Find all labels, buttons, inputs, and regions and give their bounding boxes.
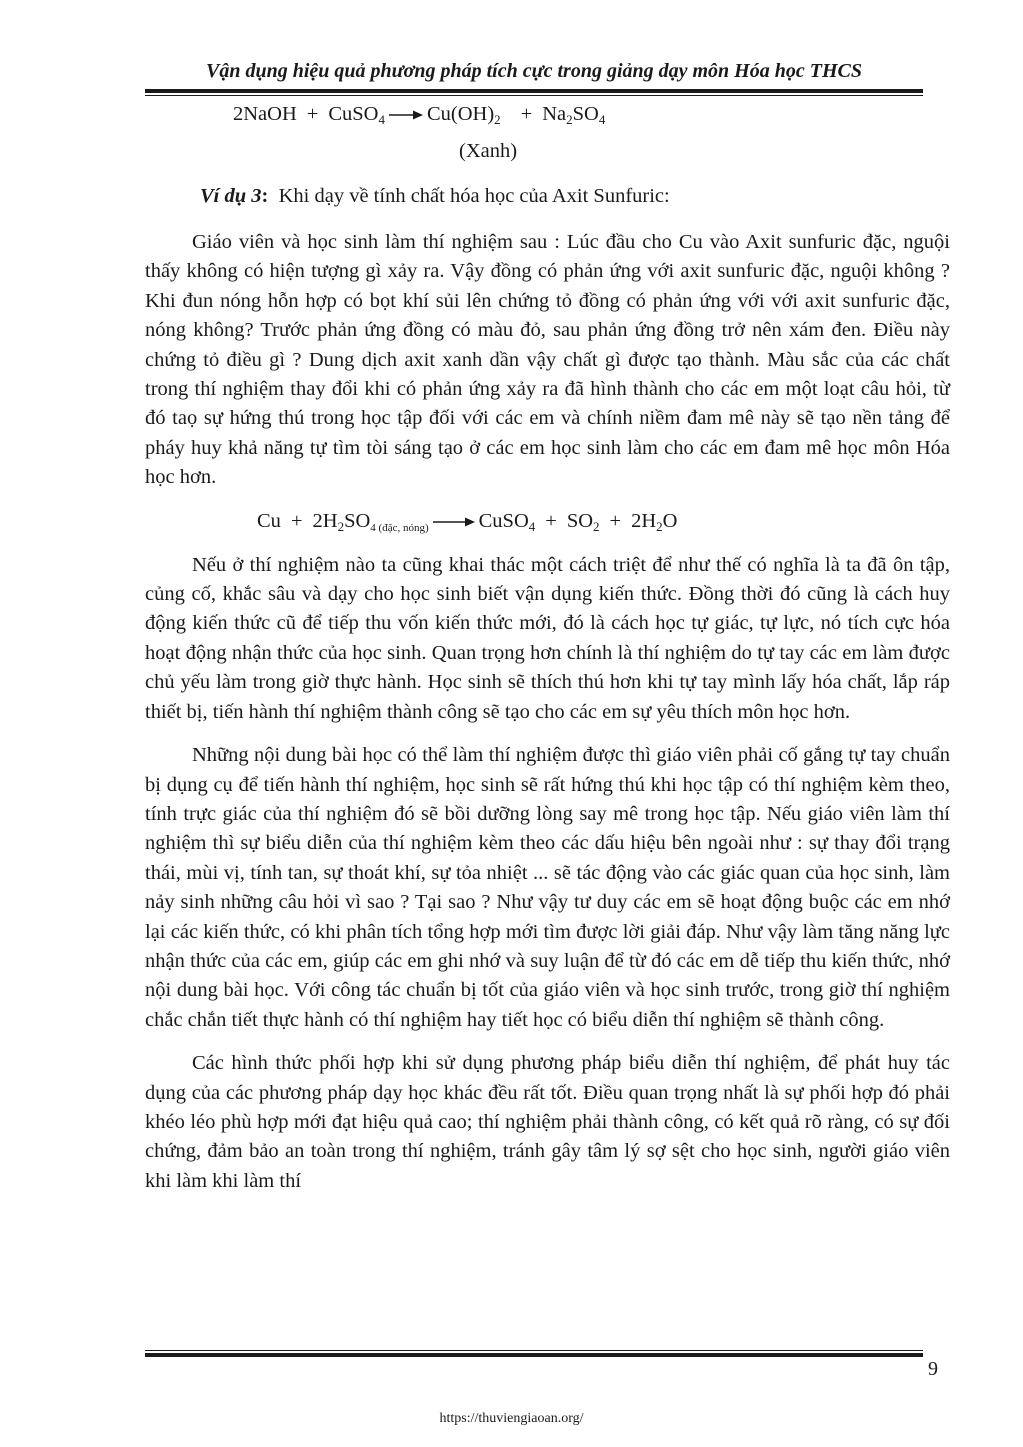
reaction-arrow-icon	[432, 516, 476, 528]
header-divider	[145, 89, 923, 96]
footer-url-link[interactable]: https://thuviengiaoan.org/	[439, 1411, 584, 1426]
eq1-color-note: (Xanh)	[459, 140, 518, 162]
equation-naoh-cuso4	[233, 98, 950, 130]
eq2-plus-3: +	[609, 509, 622, 532]
eq2-plus: +	[290, 509, 303, 532]
eq1-reactant-naoh: 2NaOH	[233, 103, 297, 125]
eq2-product-h2o: $2H_2O$	[631, 509, 678, 534]
example-3-text: Khi dạy về tính chất hóa học của Axit Sunfuric:	[278, 185, 670, 207]
footer-divider-thin	[145, 1350, 923, 1351]
paragraph-teacher-preparation: Những nội dung bài học có thể làm thí nghiệm được thì giáo viên phải cố gắng tự tay chuẩn bị dụng cụ để tiến hành thí nghiệm, học sinh sẽ rất hứng thú khi học tập có thí nghiệm kèm theo, tính trực giác của thí nghiệm đó sẽ bồi dưỡng lòng say mê trong học tập. Nếu giáo viên làm thí nghiệm thì sự biểu diễn của thí nghiệm kèm theo các dấu hiệu bên ngoài như : sự thay đổi trạng thái, mùi vị, tính tan, sự thoát khí, sự tỏa nhiệt ... sẽ tác động vào các giác quan của học sinh, làm nảy sinh những câu hỏi vì sao ? Tại sao ? Như vậy tư duy các em sẽ hoạt động buộc các em nhớ lại các kiến thức, có khi phân tích tổng hợp mới tìm được lời giải đáp. Như vậy làm tăng năng lực nhận thức của các em, giúp các em ghi nhớ và suy luận để từ đó các em dễ tiếp thu kiến thức, nhớ nội dung bài học. Với công tác chuẩn bị tốt của giáo viên và học sinh trước, trong giờ thí nghiệm chắc chắn tiết thực hành có thí nghiệm hay tiết học có biểu diễn thí nghiệm sẽ thành công.	[145, 744, 950, 1031]
eq2-reactant-cu: Cu	[257, 509, 281, 532]
example-3-label: Ví dụ 3	[200, 185, 262, 207]
page-header-title: Vận dụng hiệu quả phương pháp tích cực trong giảng dạy môn Hóa học THCS	[206, 60, 862, 82]
eq2-plus-2: +	[545, 509, 557, 532]
footer-divider	[145, 1350, 923, 1357]
eq1-reactant-cuso4: CuSO$_4$	[328, 103, 385, 127]
eq2-product-so2: $SO_2$	[566, 509, 600, 534]
paragraph-experiment-cu-h2so4: Giáo viên và học sinh làm thí nghiệm sau : Lúc đầu cho Cu vào Axit sunfuric đặc, nguội thấy không có hiện tượng gì xảy ra. Vậy đồng có phản ứng với axit sunfuric đặc, nguội không ? Khi đun nóng hỗn hợp có bọt khí sủi lên chứng tỏ đồng có phản ứng với với axit sunfuric đặc, nóng không? Trước phản ứng đồng có màu đỏ, sau phản ứng đồng trở nên xám đen. Điều này chứng tỏ điều gì ? Dung dịch axit xanh dần vậy chất gì được tạo thành. Màu sắc của các chất trong thí nghiệm thay đổi khi có phản ứng xảy ra đã hình thành cho các em một loạt câu hỏi, từ đó taọ sự hứng thú trong học tập đối với các em và chính niềm đam mê này sẽ tạo nền tảng để pháy huy khả năng tự tìm tòi sáng tạo ở các em học sinh làm cho các em đam mê học môn Hóa học hơn.	[145, 231, 950, 489]
paragraph-combined-methods: Các hình thức phối hợp khi sử dụng phương pháp biểu diễn thí nghiệm, để phát huy tác dụng của các phương pháp dạy học khác đều rất tốt. Điều quan trọng nhất là sự phối hợp đó phải khéo léo phù hợp mới đạt hiệu quả cao; thí nghiệm phải thành công, có kết quả rõ ràng, có sự đối chứng, đảm bảo an toàn trong thí nghiệm, tránh gây tâm lý sợ sệt cho học sinh, người giáo viên khi làm khi làm thí	[145, 1052, 950, 1192]
page-number: 9	[928, 1358, 938, 1380]
eq2-reactant-h2so4: $2H_2SO_{4 (đặc, nóng)}$	[312, 509, 429, 534]
eq2-product-cuso4: CuSO$_4$	[478, 509, 536, 534]
document-body	[145, 98, 950, 1196]
reaction-arrow-icon	[388, 109, 424, 121]
equation-cu-h2so4	[257, 505, 950, 537]
eq1-product-cuoh2: $Cu(OH)_2$	[426, 103, 501, 127]
paragraph-knowledge-application: Nếu ở thí nghiệm nào ta cũng khai thác một cách triệt để như thế có nghĩa là ta đã ôn tập, củng cố, khắc sâu và dạy cho học sinh biết vận dụng kiến thức. Đồng thời đó cũng là cách huy động kiến thức cũ để tiếp thu vốn kiến thức mới, đó là cách học tự giác, tự lực, nó tích cực hóa hoạt động nhận thức của học sinh. Quan trọng hơn chính là thí nghiệm do tự tay các em làm được chủ yếu làm trong giờ thực hành. Học sinh sẽ thích thú hơn khi tự tay mình lấy hóa chất, lắp ráp thiết bị, tiến hành thí nghiệm thành công sẽ tạo cho các em sự yêu thích môn học hơn.	[145, 553, 950, 723]
eq1-plus: +	[306, 103, 319, 125]
header-divider-thin	[145, 95, 923, 96]
eq1-plus-2: +	[520, 103, 533, 125]
example-3-heading	[145, 181, 950, 211]
footer-divider-thick	[145, 1353, 923, 1357]
example-3-colon: :	[261, 185, 269, 207]
header-divider-thick	[145, 89, 923, 93]
eq1-product-na2so4: $Na_2SO_4$	[542, 103, 606, 127]
